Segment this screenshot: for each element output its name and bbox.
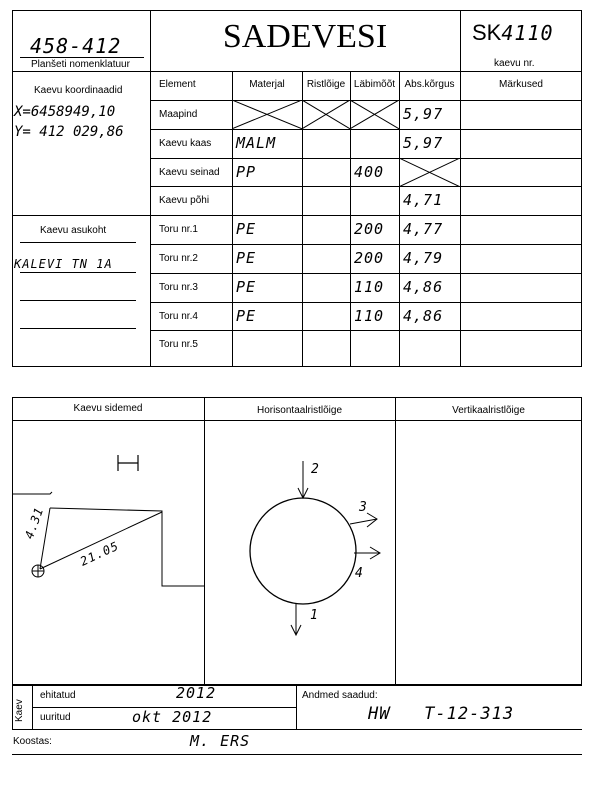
data-source-label: Andmed saadud:: [302, 690, 378, 701]
divider: [12, 685, 582, 686]
table-row-label: Toru nr.2: [159, 253, 198, 264]
table-cell-material: PE: [236, 277, 257, 296]
divider: [12, 685, 13, 729]
divider: [12, 71, 582, 72]
table-row-label: Kaevu kaas: [159, 137, 212, 149]
table-cell-height: 4,71: [403, 191, 444, 210]
pipe-label-4: 4: [355, 566, 364, 581]
compiled-label: Koostas:: [13, 736, 52, 747]
crossed-cell-mark: [232, 100, 302, 129]
location-value: KALEVI TN 1A: [14, 257, 113, 271]
table-row-label: Toru nr.1: [159, 224, 198, 236]
crossed-cell-mark: [350, 100, 399, 129]
divider: [395, 397, 396, 685]
table-row-divider: [150, 158, 582, 159]
table-row-divider: [150, 273, 582, 274]
table-row-label: Toru nr.5: [159, 339, 198, 351]
table-cell-height: 5,97: [403, 105, 444, 123]
table-cell-diameter: 110: [354, 306, 385, 325]
table-column-divider: [399, 71, 400, 367]
table-cell-height: 5,97: [403, 133, 444, 152]
panel-title-horizontal: Horisontaalristlõige: [256, 405, 343, 416]
page-title: SADEVESI: [222, 18, 388, 55]
well-number: [472, 20, 554, 46]
table-cell-height: 4,86: [403, 277, 444, 296]
coordinates-label: Kaevu koordinaadid: [34, 85, 123, 96]
table-cell-material: PE: [236, 220, 257, 239]
plan-nomenclature-value: 458-412: [30, 34, 122, 58]
panel-title-connections: Kaevu sidemed: [73, 403, 143, 414]
dist-label-1: 4.31: [22, 505, 47, 541]
divider: [12, 215, 150, 216]
table-row-label: Kaevu põhi: [159, 195, 210, 207]
table-row-divider: [150, 129, 582, 130]
well-number-prefix: SK: [472, 20, 502, 45]
divider: [12, 729, 582, 730]
horizontal-section-sketch: [205, 421, 395, 685]
divider: [12, 754, 582, 755]
table-row-label: Toru nr.4: [159, 310, 198, 322]
divider: [20, 328, 136, 329]
table-cell-diameter: 200: [354, 249, 385, 267]
table-row-label: Maapind: [159, 109, 198, 120]
table-column-divider: [460, 71, 461, 367]
compiled-value: M. ERS: [190, 732, 251, 750]
surveyed-value: okt 2012: [132, 708, 213, 726]
pipe-label-2: 2: [311, 462, 320, 477]
table-header-cell: Abs.kõrgus: [404, 79, 455, 90]
built-label: ehitatud: [40, 690, 76, 701]
table-header-cell: Märkused: [499, 79, 543, 90]
well-side-label: Kaev: [14, 699, 25, 722]
divider: [296, 685, 297, 729]
built-value: 2012: [176, 684, 217, 702]
table-header-cell: Läbimõõt: [353, 79, 396, 90]
panel-title-vertical: Vertikaalristlõige: [452, 405, 525, 416]
well-number-value: 4110: [501, 21, 554, 45]
location-label: Kaevu asukoht: [40, 225, 107, 236]
divider: [150, 10, 151, 367]
coordinate-y: Y= 412 029,86: [14, 124, 124, 140]
table-cell-material: PE: [236, 306, 257, 325]
table-cell-height: 4,77: [403, 220, 444, 239]
table-cell-height: 4,79: [403, 249, 444, 267]
table-row-label: Toru nr.3: [159, 281, 198, 293]
divider: [20, 300, 136, 301]
well-number-label: kaevu nr.: [494, 58, 535, 69]
table-cell-material: PE: [236, 249, 257, 267]
table-row-divider: [150, 215, 582, 216]
table-row-divider: [150, 186, 582, 187]
crossed-cell-mark: [302, 100, 350, 129]
divider: [20, 242, 136, 243]
divider: [32, 685, 33, 729]
table-cell-material: PP: [236, 162, 257, 181]
table-cell-diameter: 110: [354, 277, 385, 296]
table-row-divider: [150, 330, 582, 331]
table-row-divider: [150, 302, 582, 303]
table-cell-material: MALM: [236, 133, 277, 152]
coordinate-x: X=6458949,10: [14, 104, 116, 120]
table-cell-diameter: 400: [354, 162, 385, 181]
pipe-label-3: 3: [359, 500, 368, 515]
divider: [20, 272, 136, 273]
table-cell-diameter: 200: [354, 220, 385, 239]
table-cell-height: 4,86: [403, 306, 444, 325]
dist-label-2: 21.05: [78, 538, 122, 569]
crossed-cell-mark: [399, 158, 460, 187]
divider: [20, 57, 144, 58]
table-header-cell: Materjal: [249, 79, 285, 90]
data-source-value: HW T-12-313: [368, 704, 515, 724]
pipe-label-1: 1: [310, 608, 319, 623]
table-header-cell: Ristlõige: [306, 79, 346, 90]
table-row-divider: [150, 244, 582, 245]
surveyed-label: uuritud: [40, 712, 71, 723]
table-header-cell: Element: [159, 79, 196, 90]
table-row-label: Kaevu seinad: [159, 166, 220, 178]
plan-nomenclature-label: Planšeti nomenklatuur: [31, 59, 130, 70]
